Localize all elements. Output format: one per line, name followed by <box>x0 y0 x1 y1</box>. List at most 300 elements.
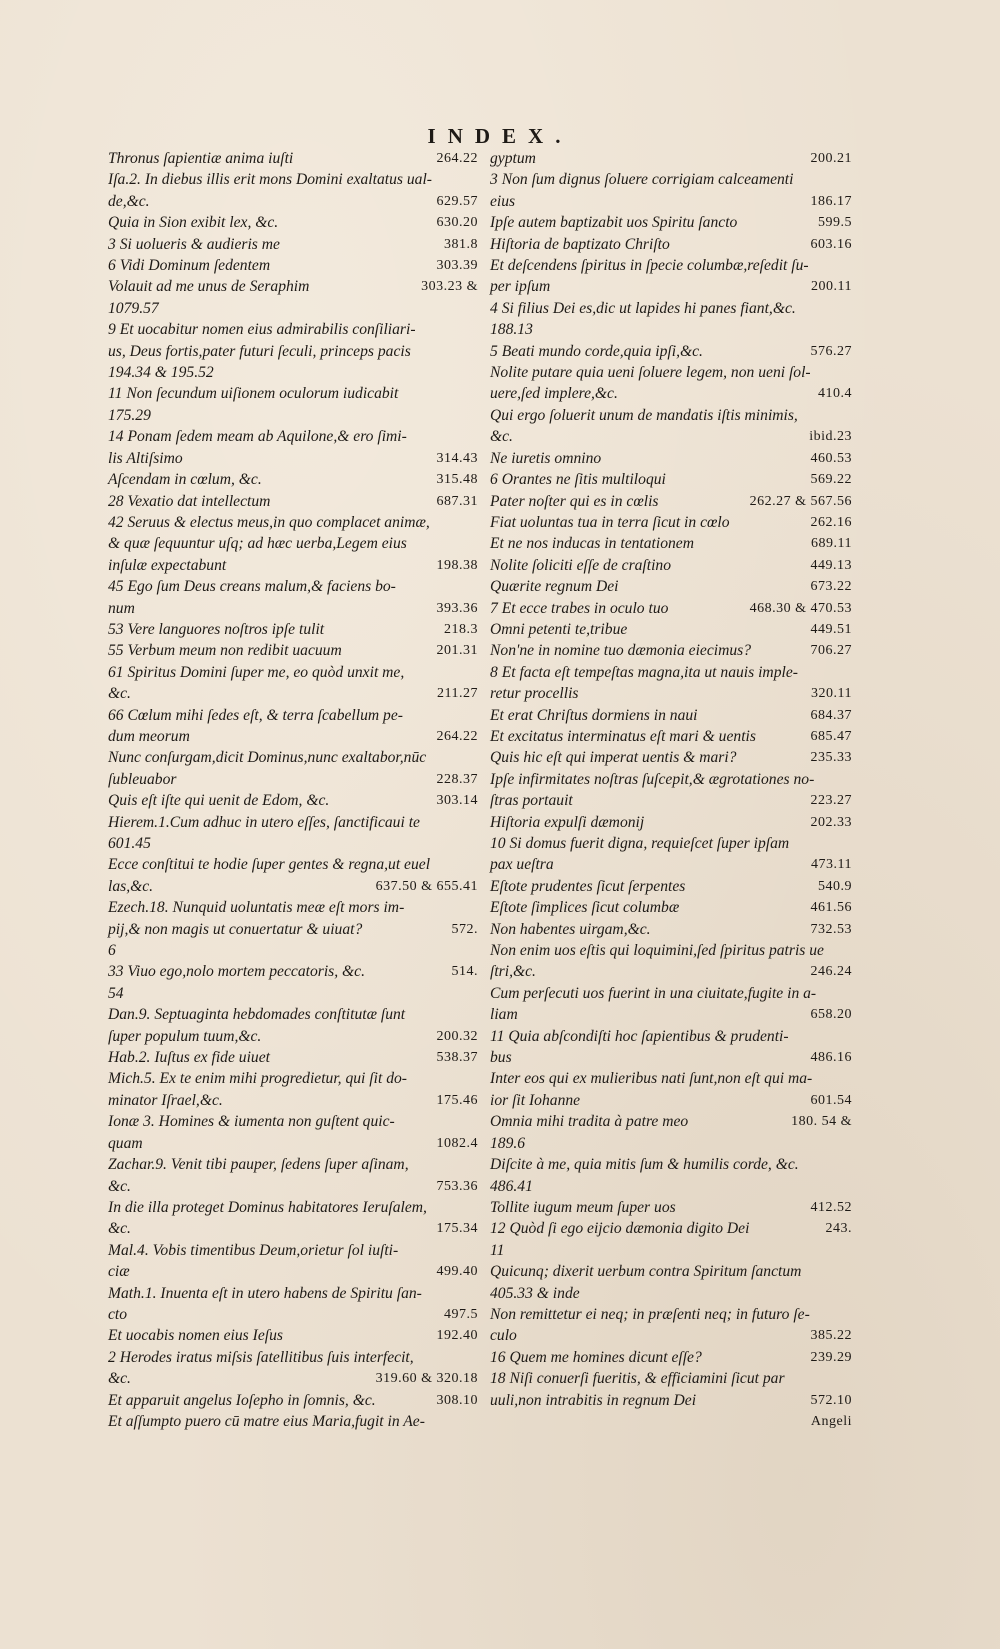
entry-text: Ezech.18. Nunquid uoluntatis meæ eſt mors im- <box>108 899 405 917</box>
entry-reference: 685.47 <box>810 728 852 744</box>
entry-text: Hiſtoria expulſi dæmonij <box>490 813 645 831</box>
entry-reference: 460.53 <box>810 450 852 466</box>
entry-text: Et uocabis nomen eius Ieſus <box>108 1327 283 1345</box>
index-entry <box>490 705 852 726</box>
entry-text: pij,& non magis ut conuertatur & uiuat? <box>108 920 363 938</box>
entry-text: 194.34 & 195.52 <box>108 364 214 382</box>
index-entry <box>490 1176 852 1197</box>
entry-text: de,&c. <box>108 192 150 210</box>
index-entry <box>108 640 478 661</box>
entry-text: 18 Niſi conuerſi fueritis, & efficiamini ſicut par <box>490 1370 785 1388</box>
index-entry <box>490 1111 852 1132</box>
entry-reference: 468.30 & 470.53 <box>749 600 852 616</box>
index-entry <box>490 1325 852 1346</box>
entry-reference: 218.3 <box>444 621 478 637</box>
entry-text: dum meorum <box>108 727 190 745</box>
entry-reference: 473.11 <box>811 857 852 873</box>
entry-text: quam <box>108 1134 143 1152</box>
entry-reference: 314.43 <box>436 450 478 466</box>
index-entry <box>108 298 478 319</box>
entry-text: Quis eſt iſte qui uenit de Edom, &c. <box>108 792 330 810</box>
index-entry <box>108 362 478 383</box>
entry-text: Non'ne in nomine tuo dæmonia eiecimus? <box>490 642 752 660</box>
left-index-column <box>108 148 478 1432</box>
index-entry <box>490 897 852 918</box>
index-entry <box>490 1390 852 1411</box>
entry-text: Tollite iugum meum ſuper uos <box>490 1198 676 1216</box>
entry-text: 6 <box>108 942 116 960</box>
entry-reference: 202.33 <box>810 814 852 830</box>
entry-reference: 687.31 <box>436 493 478 509</box>
index-entry <box>108 148 478 169</box>
entry-reference: 572. <box>451 921 478 937</box>
index-entry <box>490 1347 852 1368</box>
index-entry <box>108 598 478 619</box>
entry-reference: 449.13 <box>810 557 852 573</box>
index-entry <box>490 1047 852 1068</box>
index-entry <box>108 961 478 982</box>
index-entry <box>108 1240 478 1261</box>
entry-text: 14 Ponam ſedem meam ab Aquilone,& ero ſimi- <box>108 428 407 446</box>
index-entry <box>490 148 852 169</box>
index-entry <box>108 341 478 362</box>
index-entry <box>108 854 478 875</box>
entry-reference: 320.11 <box>811 686 852 702</box>
entry-reference: 673.22 <box>810 579 852 595</box>
index-entry <box>490 191 852 212</box>
entry-text: Ionæ 3. Homines & iumenta non guſtent quic- <box>108 1113 395 1131</box>
entry-text: Hab.2. Iuſtus ex fide uiuet <box>108 1049 270 1067</box>
page-title: INDEX. <box>427 124 573 148</box>
entry-text: Volauit ad me unus de Seraphim <box>108 278 310 296</box>
index-entry <box>108 726 478 747</box>
index-entry <box>490 619 852 640</box>
entry-text: retur procellis <box>490 685 579 703</box>
index-entry <box>108 1004 478 1025</box>
entry-reference: 497.5 <box>444 1306 478 1322</box>
entry-text: 61 Spiritus Domini ſuper me, eo quòd unxit me, <box>108 663 405 681</box>
entry-reference: 175.46 <box>436 1092 478 1108</box>
entry-reference: 315.48 <box>436 472 478 488</box>
entry-text: Nolite putare quia ueni ſoluere legem, non ueni ſol- <box>490 364 811 382</box>
index-entry <box>108 940 478 961</box>
entry-text: per ipſum <box>490 278 551 296</box>
index-entry <box>108 897 478 918</box>
entry-text: Quærite regnum Dei <box>490 578 619 596</box>
index-entry <box>108 319 478 340</box>
entry-reference: 572.10 <box>810 1392 852 1408</box>
index-entry <box>490 961 852 982</box>
entry-reference: 308.10 <box>436 1392 478 1408</box>
entry-text: 7 Et ecce trabes in oculo tuo <box>490 599 669 617</box>
entry-text: Et aſſumpto puero cū matre eius Maria,fugit in Ae- <box>108 1412 425 1430</box>
entry-reference: 538.37 <box>436 1050 478 1066</box>
entry-reference: Angeli <box>810 1413 852 1429</box>
entry-text: Nunc conſurgam,dicit Dominus,nunc exaltabor,nūc <box>108 749 427 767</box>
entry-text: eius <box>490 192 516 210</box>
index-entry <box>490 854 852 875</box>
entry-text: Qui ergo ſoluerit unum de mandatis iſtis minimis, <box>490 406 798 424</box>
entry-reference: 235.33 <box>810 750 852 766</box>
entry-text: culo <box>490 1327 517 1345</box>
entry-reference: 211.27 <box>437 686 478 702</box>
entry-text: &c. <box>108 685 131 703</box>
entry-text: Omnia mihi tradita à patre meo <box>490 1113 689 1131</box>
index-entry <box>108 919 478 940</box>
entry-reference: 706.27 <box>810 643 852 659</box>
index-entry <box>108 1197 478 1218</box>
entry-text: 5 Beati mundo corde,quia ipſi,&c. <box>490 342 703 360</box>
entry-reference: 732.53 <box>810 921 852 937</box>
entry-reference: 603.16 <box>810 236 852 252</box>
entry-text: ciæ <box>108 1263 130 1281</box>
index-entry <box>490 426 852 447</box>
entry-text: Aſcendam in cœlum, &c. <box>108 471 262 489</box>
entry-reference: 303.14 <box>436 793 478 809</box>
index-entry <box>108 1068 478 1089</box>
entry-text: 55 Verbum meum non redibit uacuum <box>108 642 342 660</box>
entry-text: 2 Herodes iratus miſsis ſatellitibus ſuis interfecit, <box>108 1348 414 1366</box>
entry-text: Hiſtoria de baptizato Chriſto <box>490 235 670 253</box>
entry-reference: 629.57 <box>436 193 478 209</box>
entry-reference: 486.16 <box>810 1050 852 1066</box>
entry-text: Thronus ſapientiæ anima iuſti <box>108 150 294 167</box>
entry-text: ſtras portauit <box>490 792 573 810</box>
index-entry <box>490 683 852 704</box>
entry-reference: 599.5 <box>818 215 852 231</box>
entry-reference: ibid.23 <box>809 429 852 445</box>
index-entry <box>490 812 852 833</box>
entry-reference: 569.22 <box>810 472 852 488</box>
index-entry <box>108 619 478 640</box>
entry-reference: 200.32 <box>436 1028 478 1044</box>
entry-text: & quæ ſequuntur uſq; ad hæc uerba,Legem eius <box>108 535 407 553</box>
index-entry <box>108 769 478 790</box>
index-entry <box>490 169 852 190</box>
index-entry <box>490 1261 852 1282</box>
entry-text: ſubleuabor <box>108 770 177 788</box>
entry-text: Iſa.2. In diebus illis erit mons Domini exaltatus ual- <box>108 171 432 189</box>
entry-text: 10 Si domus fuerit digna, requieſcet ſuper ipſam <box>490 835 790 852</box>
entry-text: us, Deus fortis,pater futuri ſeculi, princeps pacis <box>108 342 411 360</box>
entry-text: 16 Quem me homines dicunt eſſe? <box>490 1348 702 1366</box>
entry-text: 54 <box>108 984 124 1002</box>
index-entry <box>490 983 852 1004</box>
entry-text: Omni petenti te,tribue <box>490 620 628 638</box>
index-entry <box>490 469 852 490</box>
index-entry <box>490 491 852 512</box>
entry-text: Math.1. Inuenta eſt in utero habens de Spiritu ſan- <box>108 1284 422 1302</box>
entry-text: Et ne nos inducas in tentationem <box>490 535 694 553</box>
entry-text: 6 Orantes ne ſitis multiloqui <box>490 471 666 489</box>
entry-reference: 385.22 <box>810 1328 852 1344</box>
index-entry <box>490 640 852 661</box>
entry-reference: 319.60 & 320.18 <box>375 1371 478 1387</box>
index-entry <box>490 448 852 469</box>
entry-text: uuli,non intrabitis in regnum Dei <box>490 1391 697 1409</box>
entry-reference: 637.50 & 655.41 <box>375 878 478 894</box>
index-entry <box>490 298 852 319</box>
index-entry <box>108 1347 478 1368</box>
entry-reference: 393.36 <box>436 600 478 616</box>
entry-text: &c. <box>108 1177 131 1195</box>
entry-text: Eſtote prudentes ſicut ſerpentes <box>490 877 686 895</box>
index-entry <box>108 405 478 426</box>
entry-text: 11 <box>490 1241 505 1259</box>
entry-reference: 223.27 <box>810 793 852 809</box>
entry-text: bus <box>490 1049 512 1067</box>
entry-reference: 410.4 <box>818 386 852 402</box>
entry-text: 12 Quòd ſi ego eijcio dæmonia digito Dei <box>490 1220 750 1238</box>
entry-reference: 689.11 <box>811 536 852 552</box>
entry-text: 3 Non ſum dignus ſoluere corrigiam calceamenti <box>490 171 794 189</box>
index-entry <box>490 255 852 276</box>
index-entry <box>108 1090 478 1111</box>
entry-text: 9 Et uocabitur nomen eius admirabilis conſiliari- <box>108 321 416 339</box>
entry-text: 486.41 <box>490 1177 533 1195</box>
entry-text: Pater noſter qui es in cœlis <box>490 492 659 510</box>
index-entry <box>108 212 478 233</box>
index-entry <box>490 576 852 597</box>
index-entry <box>490 212 852 233</box>
entry-text: cto <box>108 1305 128 1323</box>
entry-text: Cum perſecuti uos fuerint in una ciuitate,fugite in a- <box>490 984 817 1002</box>
index-entry <box>108 191 478 212</box>
index-entry <box>108 812 478 833</box>
index-entry <box>108 1154 478 1175</box>
index-entry <box>108 1047 478 1068</box>
index-entry <box>108 1283 478 1304</box>
index-entry <box>108 983 478 1004</box>
index-entry <box>108 1111 478 1132</box>
entry-text: Non enim uos eſtis qui loquimini,ſed ſpiritus patris ue <box>490 942 824 960</box>
entry-reference: 303.23 & <box>421 279 478 295</box>
entry-reference: 239.29 <box>810 1349 852 1365</box>
index-entry <box>108 876 478 897</box>
entry-text: Mich.5. Ex te enim mihi progredietur, qui ſit do- <box>108 1070 407 1088</box>
entry-reference: 381.8 <box>444 236 478 252</box>
entry-text: Quia in Sion exibit lex, &c. <box>108 214 279 232</box>
entry-reference: 243. <box>825 1221 852 1237</box>
entry-text: ior ſit Iohanne <box>490 1091 581 1109</box>
entry-text: Et deſcendens ſpiritus in ſpecie columbæ,reſedit ſu- <box>490 257 809 275</box>
entry-reference: 658.20 <box>810 1007 852 1023</box>
index-entry <box>490 1090 852 1111</box>
index-entry <box>108 662 478 683</box>
entry-text: ſtri,&c. <box>490 963 536 981</box>
entry-text: Non habentes uirgam,&c. <box>490 920 651 938</box>
entry-text: 11 Quia abſcondiſti hoc ſapientibus & prudenti- <box>490 1027 789 1045</box>
index-entry <box>490 940 852 961</box>
index-entry <box>108 555 478 576</box>
entry-text: pax ueſtra <box>490 856 554 874</box>
index-entry <box>490 341 852 362</box>
entry-text: Mal.4. Vobis timentibus Deum,orietur ſol iuſti- <box>108 1241 399 1259</box>
index-entry <box>108 1390 478 1411</box>
entry-text: 601.45 <box>108 835 151 852</box>
index-entry <box>490 1368 852 1389</box>
entry-reference: 461.56 <box>810 900 852 916</box>
entry-reference: 449.51 <box>810 621 852 637</box>
entry-reference: 180. 54 & <box>791 1114 852 1130</box>
entry-text: Et apparuit angelus Ioſepho in ſomnis, &c. <box>108 1391 376 1409</box>
index-entry <box>108 533 478 554</box>
index-entry <box>490 276 852 297</box>
entry-reference: 514. <box>451 964 478 980</box>
index-entry <box>490 1304 852 1325</box>
index-entry <box>108 1368 478 1389</box>
entry-text: num <box>108 599 135 617</box>
index-entry <box>490 234 852 255</box>
index-entry <box>108 1261 478 1282</box>
entry-text: Zachar.9. Venit tibi pauper, ſedens ſuper aſinam, <box>108 1156 409 1174</box>
index-entry <box>108 255 478 276</box>
entry-reference: 684.37 <box>810 707 852 723</box>
index-entry <box>490 533 852 554</box>
entry-reference: 753.36 <box>436 1178 478 1194</box>
entry-text: 66 Cœlum mihi ſedes eſt, & terra ſcabellum pe- <box>108 706 403 724</box>
right-index-column <box>490 148 852 1432</box>
entry-text: uere,ſed implere,&c. <box>490 385 618 403</box>
entry-text: Quicunq; dixerit uerbum contra Spiritum ſanctum <box>490 1263 802 1281</box>
entry-reference: 262.27 & 567.56 <box>749 493 852 509</box>
index-entry <box>108 491 478 512</box>
index-entry <box>490 362 852 383</box>
index-entry <box>490 1154 852 1175</box>
index-entry <box>490 383 852 404</box>
entry-text: lis Altiſsimo <box>108 449 183 467</box>
entry-text: las,&c. <box>108 877 154 895</box>
entry-text: 53 Vere languores noſtros ipſe tulit <box>108 620 325 638</box>
index-entry <box>108 1133 478 1154</box>
entry-reference: 264.22 <box>436 728 478 744</box>
index-entry <box>108 276 478 297</box>
entry-reference: 540.9 <box>818 878 852 894</box>
entry-text: inſulæ expectabunt <box>108 556 227 574</box>
index-entry <box>108 512 478 533</box>
index-entry <box>490 512 852 533</box>
index-entry <box>490 555 852 576</box>
index-entry <box>490 1283 852 1304</box>
entry-text: 4 Si filius Dei es,dic ut lapides hi panes fiant,&c. <box>490 299 796 317</box>
index-entry <box>490 769 852 790</box>
entry-text: Inter eos qui ex mulieribus nati ſunt,non eſt qui ma- <box>490 1070 813 1088</box>
index-entry <box>490 747 852 768</box>
entry-text: &c. <box>490 428 513 446</box>
entry-text: 8 Et facta eſt tempeſtas magna,ita ut nauis imple- <box>490 663 798 681</box>
index-entry <box>108 448 478 469</box>
entry-text: 189.6 <box>490 1134 526 1152</box>
entry-text: &c. <box>108 1220 131 1238</box>
entry-text: 188.13 <box>490 321 533 339</box>
index-entry <box>108 469 478 490</box>
entry-text: Et excitatus interminatus eſt mari & uentis <box>490 727 756 745</box>
entry-reference: 228.37 <box>436 771 478 787</box>
index-entry <box>490 1240 852 1261</box>
entry-reference: 246.24 <box>810 964 852 980</box>
entry-text: 405.33 & inde <box>490 1284 580 1302</box>
entry-reference: 192.40 <box>436 1328 478 1344</box>
index-entry <box>490 1068 852 1089</box>
entry-reference: 262.16 <box>810 514 852 530</box>
entry-text: 45 Ego ſum Deus creans malum,& faciens bo- <box>108 578 396 596</box>
entry-text: ſuper populum tuum,&c. <box>108 1027 262 1045</box>
index-entry <box>490 598 852 619</box>
index-entry <box>490 1197 852 1218</box>
index-entry <box>490 919 852 940</box>
entry-text: 42 Seruus & electus meus,in quo complacet animæ, <box>108 513 430 531</box>
entry-reference: 630.20 <box>436 215 478 231</box>
entry-reference: 200.11 <box>811 279 852 295</box>
entry-reference: 412.52 <box>810 1199 852 1215</box>
entry-reference: 303.39 <box>436 258 478 274</box>
index-entry <box>490 1133 852 1154</box>
entry-text: Ipſe infirmitates noſtras ſuſcepit,& ægrotationes no- <box>490 770 815 788</box>
entry-text: Eſtote ſimplices ſicut columbæ <box>490 899 680 917</box>
index-entry <box>490 1004 852 1025</box>
index-entry <box>108 234 478 255</box>
entry-reference: 1082.4 <box>436 1135 478 1151</box>
entry-text: 33 Viuo ego,nolo mortem peccatoris, &c. <box>108 963 365 981</box>
entry-text: Fiat uoluntas tua in terra ſicut in cœlo <box>490 513 730 531</box>
entry-text: 6 Vidi Dominum ſedentem <box>108 257 271 275</box>
index-entry <box>490 1026 852 1047</box>
entry-text: In die illa proteget Dominus habitatores Ieruſalem, <box>108 1198 427 1216</box>
index-entry <box>108 576 478 597</box>
entry-text: 1079.57 <box>108 299 159 317</box>
entry-text: Ne iuretis omnino <box>490 449 602 467</box>
entry-reference: 576.27 <box>810 343 852 359</box>
index-entry <box>108 790 478 811</box>
entry-text: 175.29 <box>108 406 151 424</box>
entry-text: 11 Non ſecundum uiſionem oculorum iudicabit <box>108 385 399 403</box>
index-entry <box>108 1176 478 1197</box>
entry-reference: 175.34 <box>436 1221 478 1237</box>
entry-text: Dan.9. Septuaginta hebdomades conſtitutæ ſunt <box>108 1006 406 1024</box>
entry-text: Ecce conſtitui te hodie ſuper gentes & regna,ut euel <box>108 856 431 874</box>
index-entry <box>108 705 478 726</box>
entry-reference: 200.21 <box>810 151 852 166</box>
entry-reference: 198.38 <box>436 557 478 573</box>
entry-text: 3 Si uolueris & audieris me <box>108 235 280 253</box>
entry-text: Hierem.1.Cum adhuc in utero eſſes, ſanctificaui te <box>108 813 420 831</box>
index-entry <box>108 1218 478 1239</box>
index-entry <box>490 790 852 811</box>
entry-text: Diſcite à me, quia mitis ſum & humilis corde, &c. <box>490 1156 799 1174</box>
index-entry <box>490 405 852 426</box>
entry-text: minator Iſrael,&c. <box>108 1091 223 1109</box>
index-entry <box>108 1325 478 1346</box>
index-entry <box>108 1026 478 1047</box>
entry-reference: 186.17 <box>810 193 852 209</box>
index-entry <box>490 1218 852 1239</box>
entry-reference: 499.40 <box>436 1264 478 1280</box>
index-entry <box>490 833 852 854</box>
entry-reference: 264.22 <box>436 151 478 166</box>
index-entry <box>108 1304 478 1325</box>
index-entry <box>108 1411 478 1432</box>
index-entry <box>108 683 478 704</box>
index-entry <box>490 726 852 747</box>
index-entry <box>490 1411 852 1432</box>
entry-text: Nolite ſoliciti eſſe de craſtino <box>490 556 672 574</box>
index-entry <box>490 876 852 897</box>
index-entry <box>108 383 478 404</box>
entry-text: liam <box>490 1006 518 1024</box>
index-entry <box>108 426 478 447</box>
entry-reference: 201.31 <box>436 643 478 659</box>
index-entry <box>108 833 478 854</box>
